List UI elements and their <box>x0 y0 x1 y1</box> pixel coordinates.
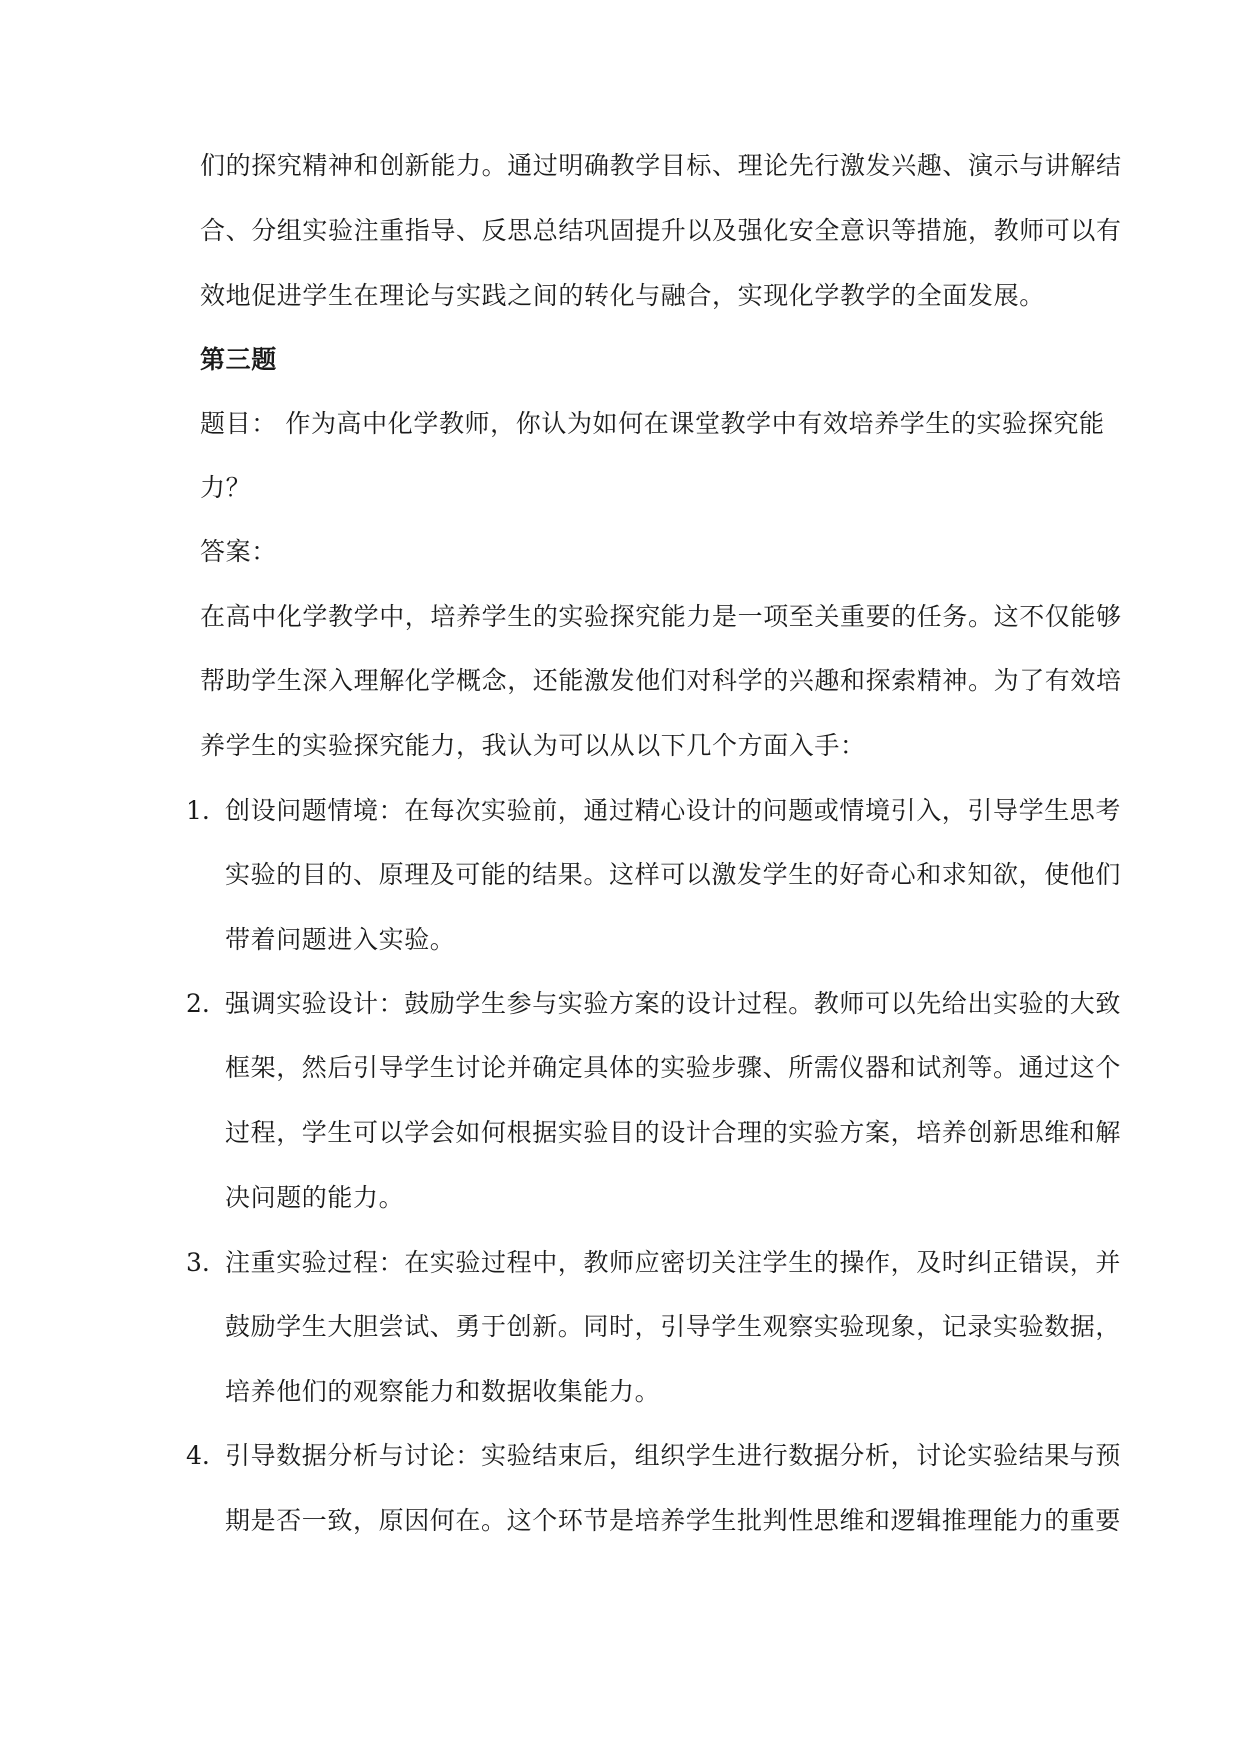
answer-intro-line-1: 在高中化学教学中，培养学生的实验探究能力是一项至关重要的任务。这不仅能够 <box>200 602 1122 631</box>
list-item-2-line-3: 过程，学生可以学会如何根据实验目的设计合理的实验方案，培养创新思维和解 <box>225 1118 1122 1147</box>
answer-label: 答案： <box>200 537 277 566</box>
list-item-1-line-2: 实验的目的、原理及可能的结果。这样可以激发学生的好奇心和求知欲，使他们 <box>225 860 1122 889</box>
list-item-1-line-1: 创设问题情境：在每次实验前，通过精心设计的问题或情境引入，引导学生思考 <box>225 796 1122 825</box>
list-item-number-4: 4. <box>186 1441 210 1470</box>
list-item-4-line-2: 期是否一致，原因何在。这个环节是培养学生批判性思维和逻辑推理能力的重要 <box>225 1506 1122 1535</box>
question-line-2: 力？ <box>200 473 252 502</box>
list-item-2-line-1: 强调实验设计：鼓励学生参与实验方案的设计过程。教师可以先给出实验的大致 <box>225 989 1122 1018</box>
answer-intro-line-3: 养学生的实验探究能力，我认为可以从以下几个方面入手： <box>200 731 866 760</box>
list-item-number-2: 2. <box>186 989 210 1018</box>
list-item-number-3: 3. <box>186 1248 210 1277</box>
list-item-3-line-2: 鼓励学生大胆尝试、勇于创新。同时，引导学生观察实验现象，记录实验数据， <box>225 1312 1122 1341</box>
section-title: 第三题 <box>200 345 277 374</box>
list-item-2-line-4: 决问题的能力。 <box>225 1183 405 1212</box>
intro-line-2: 合、分组实验注重指导、反思总结巩固提升以及强化安全意识等措施，教师可以有 <box>200 216 1122 245</box>
question-line-1: 题目： 作为高中化学教师，你认为如何在课堂教学中有效培养学生的实验探究能 <box>200 409 1105 438</box>
list-item-number-1: 1. <box>186 796 210 825</box>
list-item-3-line-1: 注重实验过程：在实验过程中，教师应密切关注学生的操作，及时纠正错误，并 <box>225 1248 1122 1277</box>
list-item-4-line-1: 引导数据分析与讨论：实验结束后，组织学生进行数据分析，讨论实验结果与预 <box>225 1441 1122 1470</box>
intro-line-3: 效地促进学生在理论与实践之间的转化与融合，实现化学教学的全面发展。 <box>200 281 1045 310</box>
list-item-1-line-3: 带着问题进入实验。 <box>225 925 456 954</box>
list-item-3-line-3: 培养他们的观察能力和数据收集能力。 <box>225 1377 661 1406</box>
answer-intro-line-2: 帮助学生深入理解化学概念，还能激发他们对科学的兴趣和探索精神。为了有效培 <box>200 666 1122 695</box>
list-item-2-line-2: 框架，然后引导学生讨论并确定具体的实验步骤、所需仪器和试剂等。通过这个 <box>225 1053 1122 1082</box>
intro-line-1: 们的探究精神和创新能力。通过明确教学目标、理论先行激发兴趣、演示与讲解结 <box>200 151 1122 180</box>
